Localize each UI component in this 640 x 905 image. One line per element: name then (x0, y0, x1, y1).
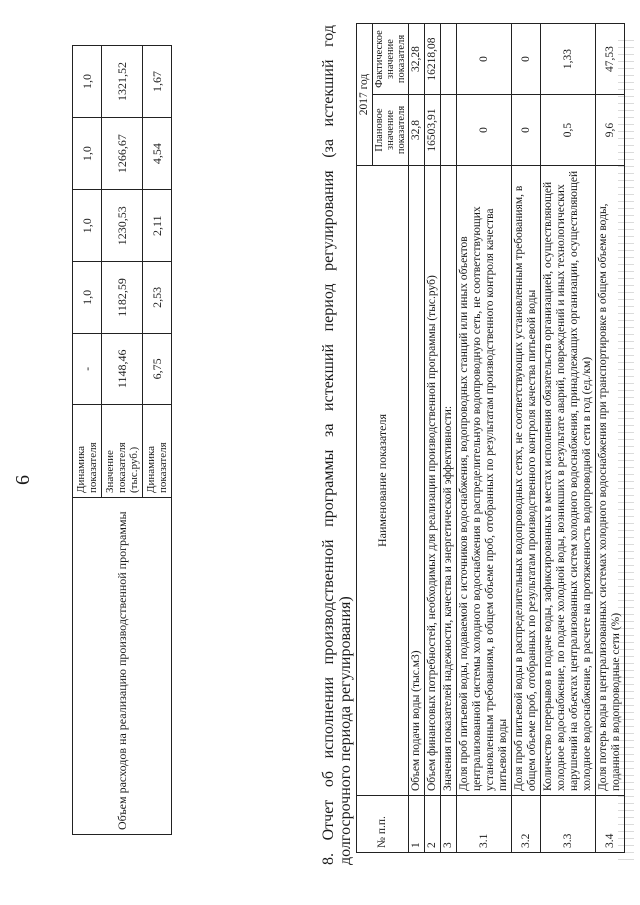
row-plan: 0 (512, 95, 541, 166)
row-name: Доля потерь воды в централизованных системах холодного водоснабжения при транспортировке в общем объеме воды, поданной в водопроводные сети (%) (596, 166, 625, 796)
row-plan: 0 (457, 95, 512, 166)
expenses-dynamics: 2,53 (143, 262, 172, 333)
row-plan: 16503,91 (425, 95, 441, 166)
row-fact (441, 24, 457, 95)
table-row (457, 24, 512, 853)
header-fact: Фактическое значение показателя (373, 24, 409, 95)
expenses-table (72, 45, 172, 835)
row-number: 1 (409, 796, 425, 853)
table-row (441, 24, 457, 853)
row-plan (441, 95, 457, 166)
header-number: № п.п. (357, 796, 409, 853)
row-fact: 0 (457, 24, 512, 95)
row-number: 3 (441, 796, 457, 853)
row-name: Доля проб питьевой воды, подаваемой с источников водоснабжения, водопроводных станций или иных объектов централизованной системы холодного водоснабжения в распределительную водопроводную сеть, не соответствующих установленным требованиям, в общем объеме проб, отобранных по результатам производственного контроля качества питьевой воды (457, 166, 512, 796)
table-row (541, 24, 596, 853)
expenses-value: 1182,59 (102, 262, 143, 333)
row-fact: 1,33 (541, 24, 596, 95)
row-name: Количество перерывов в подаче воды, зафиксированных в местах исполнения обязательств организацией, осуществляющей холодное водоснабжение, по подаче холодной воды, возникших в результате аварий, повреждений и иных технологических нарушений на объектах централизованных систем холодного водоснабжения, принадлежащих организации, осуществляющей холодное водоснабжение, в расчете на протяженность водопроводной сети в год (ед./км) (541, 166, 596, 796)
row-fact: 0 (512, 24, 541, 95)
table-row (512, 24, 541, 853)
row-name: Доля проб питьевой воды в распределительных водопроводных сетях, не соответствующих установленным требованиям, в общем объеме проб, отобранных по результатам производственного контроля качества питьевой воды (512, 166, 541, 796)
row-name: Объем подачи воды (тыс.м3) (409, 166, 425, 796)
expenses-top-val: - (73, 333, 102, 404)
expenses-sub-1: Значение показателя (тыс.руб.) (102, 405, 143, 498)
header-plan: Плановое значение показателя (373, 95, 409, 166)
expenses-value: 1148,46 (102, 333, 143, 404)
row-fact: 16218,08 (425, 24, 441, 95)
header-name: Наименование показателя (357, 166, 409, 796)
expenses-value: 1266,67 (102, 118, 143, 190)
expenses-top-val: 1,0 (73, 118, 102, 190)
table-row (596, 24, 625, 853)
row-name: Значения показателей надежности, качества и энергетической эффективности: (441, 166, 457, 796)
row-name: Объем финансовых потребностей, необходимых для реализации производственной программы (тыс.руб) (425, 166, 441, 796)
row-fact: 47,53 (596, 24, 625, 95)
expenses-row-top (73, 46, 102, 835)
expenses-value: 1230,53 (102, 190, 143, 262)
row-number: 3.2 (512, 796, 541, 853)
row-number: 2 (425, 796, 441, 853)
expenses-dynamics: 4,54 (143, 118, 172, 190)
row-number: 3.3 (541, 796, 596, 853)
expenses-top-val: 1,0 (73, 190, 102, 262)
row-plan: 32,8 (409, 95, 425, 166)
expenses-dynamics: 6,75 (143, 333, 172, 404)
expenses-sub-0: Динамика показателя (73, 405, 102, 498)
expenses-top-val: 1,0 (73, 262, 102, 333)
expenses-dynamics: 1,67 (143, 46, 172, 118)
table-row (425, 24, 441, 853)
row-fact: 32,28 (409, 24, 425, 95)
row-plan: 9,6 (596, 95, 625, 166)
expenses-value: 1321,52 (102, 46, 143, 118)
expenses-dynamics: 2,11 (143, 190, 172, 262)
expenses-label: Объем расходов на реализацию производственной программы (73, 498, 172, 835)
row-number: 3.4 (596, 796, 625, 853)
page-number: 6 (12, 475, 34, 485)
report-header-row (357, 24, 373, 853)
table-row (409, 24, 425, 853)
section-8-heading: 8. Отчет об исполнении производственной программы за истекший период регулирования (за истекший год долгосрочного периода регулирования) (320, 25, 354, 865)
expenses-top-val: 1,0 (73, 46, 102, 118)
row-plan: 0,5 (541, 95, 596, 166)
expenses-sub-2: Динамика показателя (143, 405, 172, 498)
row-number: 3.1 (457, 796, 512, 853)
report-table (356, 23, 625, 853)
header-year: 2017 год (357, 24, 373, 166)
